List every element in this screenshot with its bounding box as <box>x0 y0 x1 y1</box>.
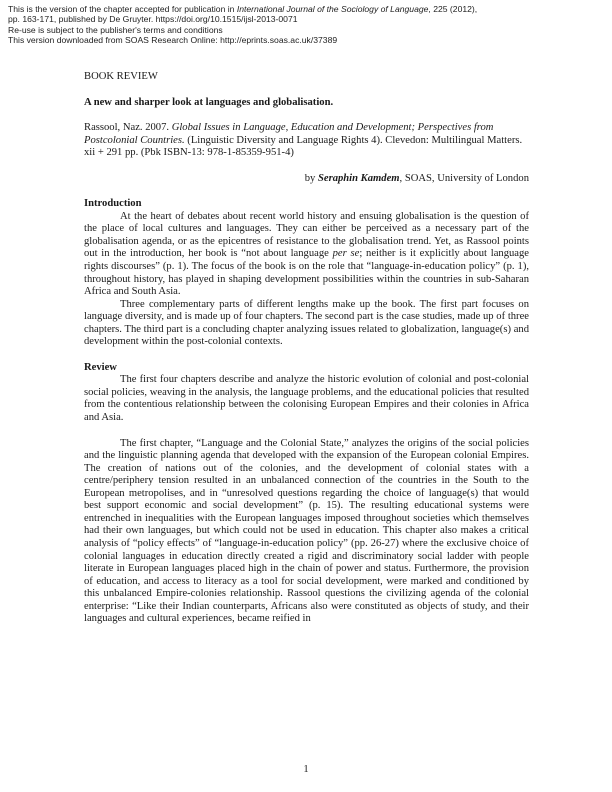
journal-name: International Journal of the Sociology of Language <box>236 4 429 14</box>
book-citation: Rassool, Naz. 2007. Global Issues in Language, Education and Development; Perspectives from Postcolonial Countries. (Linguistic Diversity and Language Rights 4). Clevedon: Multilingual Matters. xii + 291 pp. (Pbk ISBN-13: 978-1-85359-951-4) <box>84 122 523 159</box>
reviewer-name: Seraphin Kamdem <box>317 172 400 184</box>
introduction-paragraph-2: Three complementary parts of different lengths make up the book. The first part focuses on language diversity, and is made up of four chapters. The second part is the case studies, made up of three chapters. The third part is a concluding chapter analyzing issues related to globalization, language(s) and development within the post-colonial contexts. <box>84 298 529 348</box>
publication-notice <box>8 4 604 46</box>
review-title: A new and sharper look at languages and globalisation. <box>84 96 334 108</box>
review-body <box>84 71 529 626</box>
notice-line-3: Re-use is subject to the publisher's terms and conditions <box>8 24 223 35</box>
notice-line-4: This version downloaded from SOAS Research Online: http://eprints.soas.ac.uk/37389 <box>8 35 338 46</box>
section-label: BOOK REVIEW <box>84 71 158 82</box>
byline: by Seraphin Kamdem, SOAS, University of London <box>304 172 529 184</box>
introduction-paragraph-1: At the heart of debates about recent world history and ensuing globalisation is the question of the place of local cultures and languages. They can either be perceived as a necessary part of the globalisation agenda, or as the epicentres of resistance to the globalisation trend. Yet, as Rassool points out in the introduction, her book is “not about language per se; neither is it explicitly about language rights discourses” (p. 1). The focus of the book is on the role that “language-in-education policy” (p. 1), throughout history, has played in shaping development possibilities within the countries in sub-Saharan Africa and South Asia. <box>84 210 529 298</box>
book-title: Global Issues in Language, Education and Development; Perspectives from Postcolonial Countries. <box>84 122 494 146</box>
notice-line-2: pp. 163-171, published by De Gruyter. https://doi.org/10.1515/ijsl-2013-0071 <box>8 14 298 25</box>
review-heading: Review <box>84 361 117 373</box>
review-paragraph-1: The first four chapters describe and analyze the historic evolution of colonial and post-colonial social policies, weaving in the analysis, the language problems, and the educational policies that resulted from the contentious relationship between the colonising European Empires and their colonies in Africa and Asia. <box>84 374 529 424</box>
notice-line-1: This is the version of the chapter accepted for publication in International Journal of the Sociology of Language, 225 (2012), <box>8 4 478 14</box>
introduction-heading: Introduction <box>84 198 142 210</box>
review-paragraph-2: The first chapter, “Language and the Colonial State,” analyzes the origins of the social policies and the linguistic planning agenda that developed with the expansion of the European colonial Empires. The creation of nations out of the colonies, and the development of colonial states with a centre/periphery tension resulted in an unbalanced connection of the countries in the South to the European metropolises, and in “unresolved questions regarding the choice of language(s) that would best support economic and social development” (p. 15). The resulting educational systems were entrenched in inequalities with the European languages imposed throughout societies which themselves had their own languages, but which could not be used in education. This chapter also makes a critical analysis of “policy effects” of “language-in-education policy” (pp. 26-27) where the exclusive choice of colonial languages in education directly created a rigid and discriminatory social ladder with people literate in European languages placed high in the chain of power and status. Furthermore, the provision of education, and access to literacy as a tool for social development, were marked and conditioned by this unbalanced Empire-colonies relationship. Rassool questions the civilizing agenda of the colonial enterprise: “Like their Indian counterparts, Africans also were constituted as objects of study, and their languages and cultural experiences, became reified in <box>84 437 529 625</box>
page-number: 1 <box>303 764 309 775</box>
